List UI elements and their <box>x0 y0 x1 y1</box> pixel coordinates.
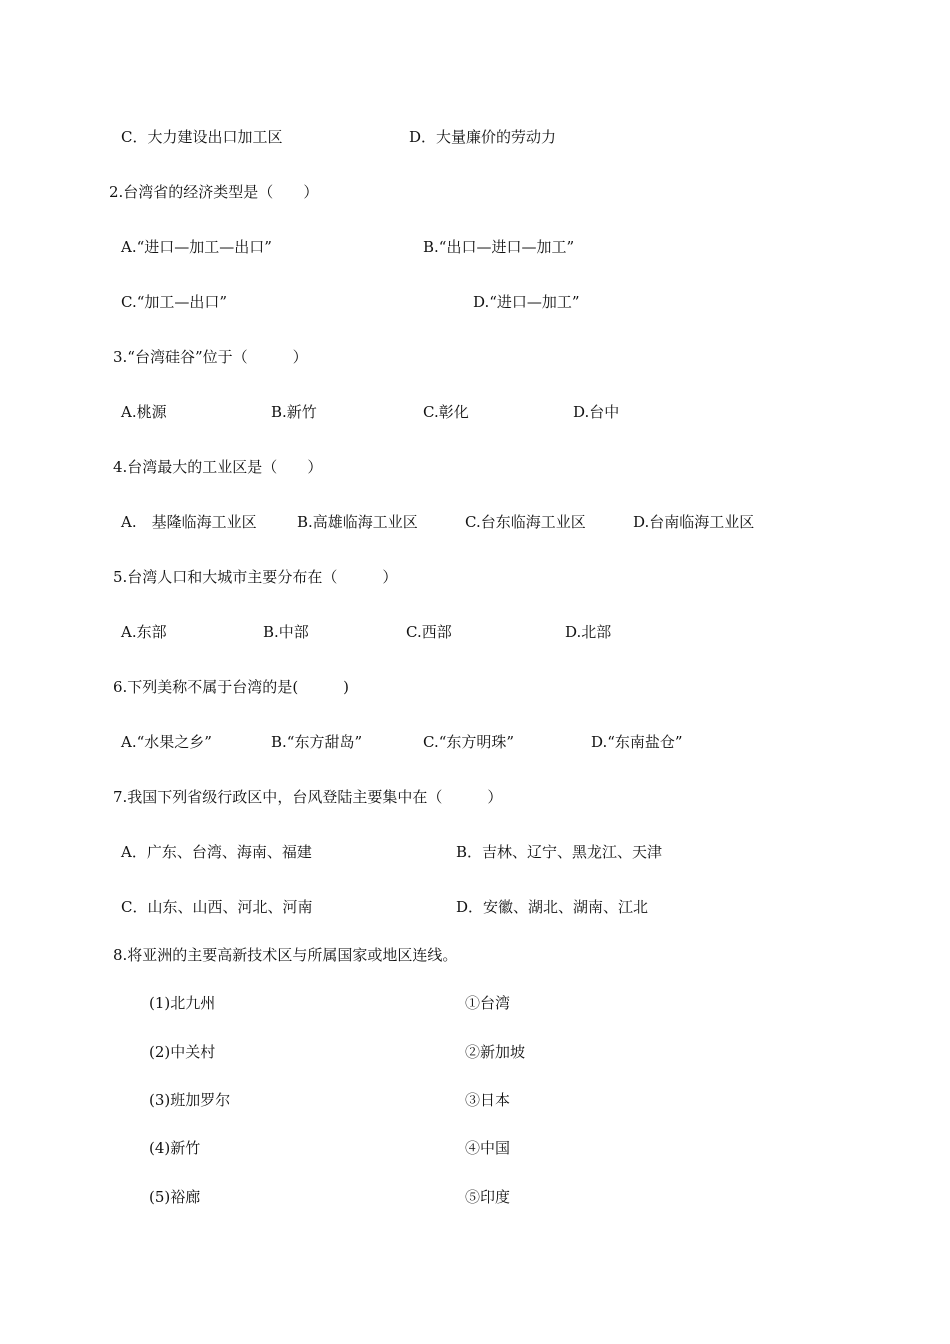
q4-option-d: D.台南临海工业区 <box>633 513 755 531</box>
q8-left-item: (4)新竹 <box>149 1139 201 1157</box>
q8-right-item: ⑤印度 <box>465 1188 511 1206</box>
q8-left-item: (3)班加罗尔 <box>149 1091 231 1109</box>
q5-option-d: D.北部 <box>565 623 612 641</box>
q6-option-a: A.“水果之乡” <box>121 733 212 751</box>
q7-option-b: B．吉林、辽宁、黑龙江、天津 <box>456 843 663 861</box>
q7-stem: 7.我国下列省级行政区中，台风登陆主要集中在（ ） <box>113 788 503 806</box>
q6-option-c: C.“东方明珠” <box>423 733 515 751</box>
q5-option-b: B.中部 <box>263 623 309 641</box>
q2-option-d: D.“进口—加工” <box>473 293 580 311</box>
q8-left-item: (1)北九州 <box>149 994 216 1012</box>
q7-option-d: D．安徽、湖北、湖南、江北 <box>456 898 649 916</box>
q8-right-item: ④中国 <box>465 1139 511 1157</box>
q8-right-item: ②新加坡 <box>465 1043 526 1061</box>
q6-stem: 6.下列美称不属于台湾的是( ) <box>113 678 350 696</box>
q5-option-c: C.西部 <box>406 623 452 641</box>
q4-option-a: A. 基隆临海工业区 <box>121 513 257 531</box>
q4-option-c: C.台东临海工业区 <box>465 513 586 531</box>
q6-option-d: D.“东南盐仓” <box>591 733 683 751</box>
q8-right-item: ①台湾 <box>465 994 511 1012</box>
q5-option-a: A.东部 <box>121 623 167 641</box>
q1-option-c: C．大力建设出口加工区 <box>121 128 283 146</box>
q7-option-a: A．广东、台湾、海南、福建 <box>121 843 312 861</box>
q4-option-b: B.高雄临海工业区 <box>297 513 418 531</box>
q3-option-b: B.新竹 <box>271 403 317 421</box>
q6-option-b: B.“东方甜岛” <box>271 733 363 751</box>
q5-stem: 5.台湾人口和大城市主要分布在（ ） <box>113 568 398 586</box>
q7-option-c: C．山东、山西、河北、河南 <box>121 898 313 916</box>
q3-option-a: A.桃源 <box>121 403 167 421</box>
q8-left-item: (2)中关村 <box>149 1043 216 1061</box>
q4-stem: 4.台湾最大的工业区是（ ） <box>113 458 323 476</box>
q2-stem: 2.台湾省的经济类型是（ ） <box>109 183 319 201</box>
q3-option-d: D.台中 <box>573 403 620 421</box>
q8-right-item: ③日本 <box>465 1091 511 1109</box>
q2-option-c: C.“加工—出口” <box>121 293 228 311</box>
q2-option-b: B.“出口—进口—加工” <box>423 238 575 256</box>
q8-left-item: (5)裕廊 <box>149 1188 201 1206</box>
q1-option-d: D．大量廉价的劳动力 <box>409 128 557 146</box>
q3-stem: 3.“台湾硅谷”位于（ ） <box>113 348 308 366</box>
q2-option-a: A.“进口—加工—出口” <box>121 238 272 256</box>
q3-option-c: C.彰化 <box>423 403 469 421</box>
q8-stem: 8.将亚洲的主要高新技术区与所属国家或地区连线。 <box>113 946 458 964</box>
